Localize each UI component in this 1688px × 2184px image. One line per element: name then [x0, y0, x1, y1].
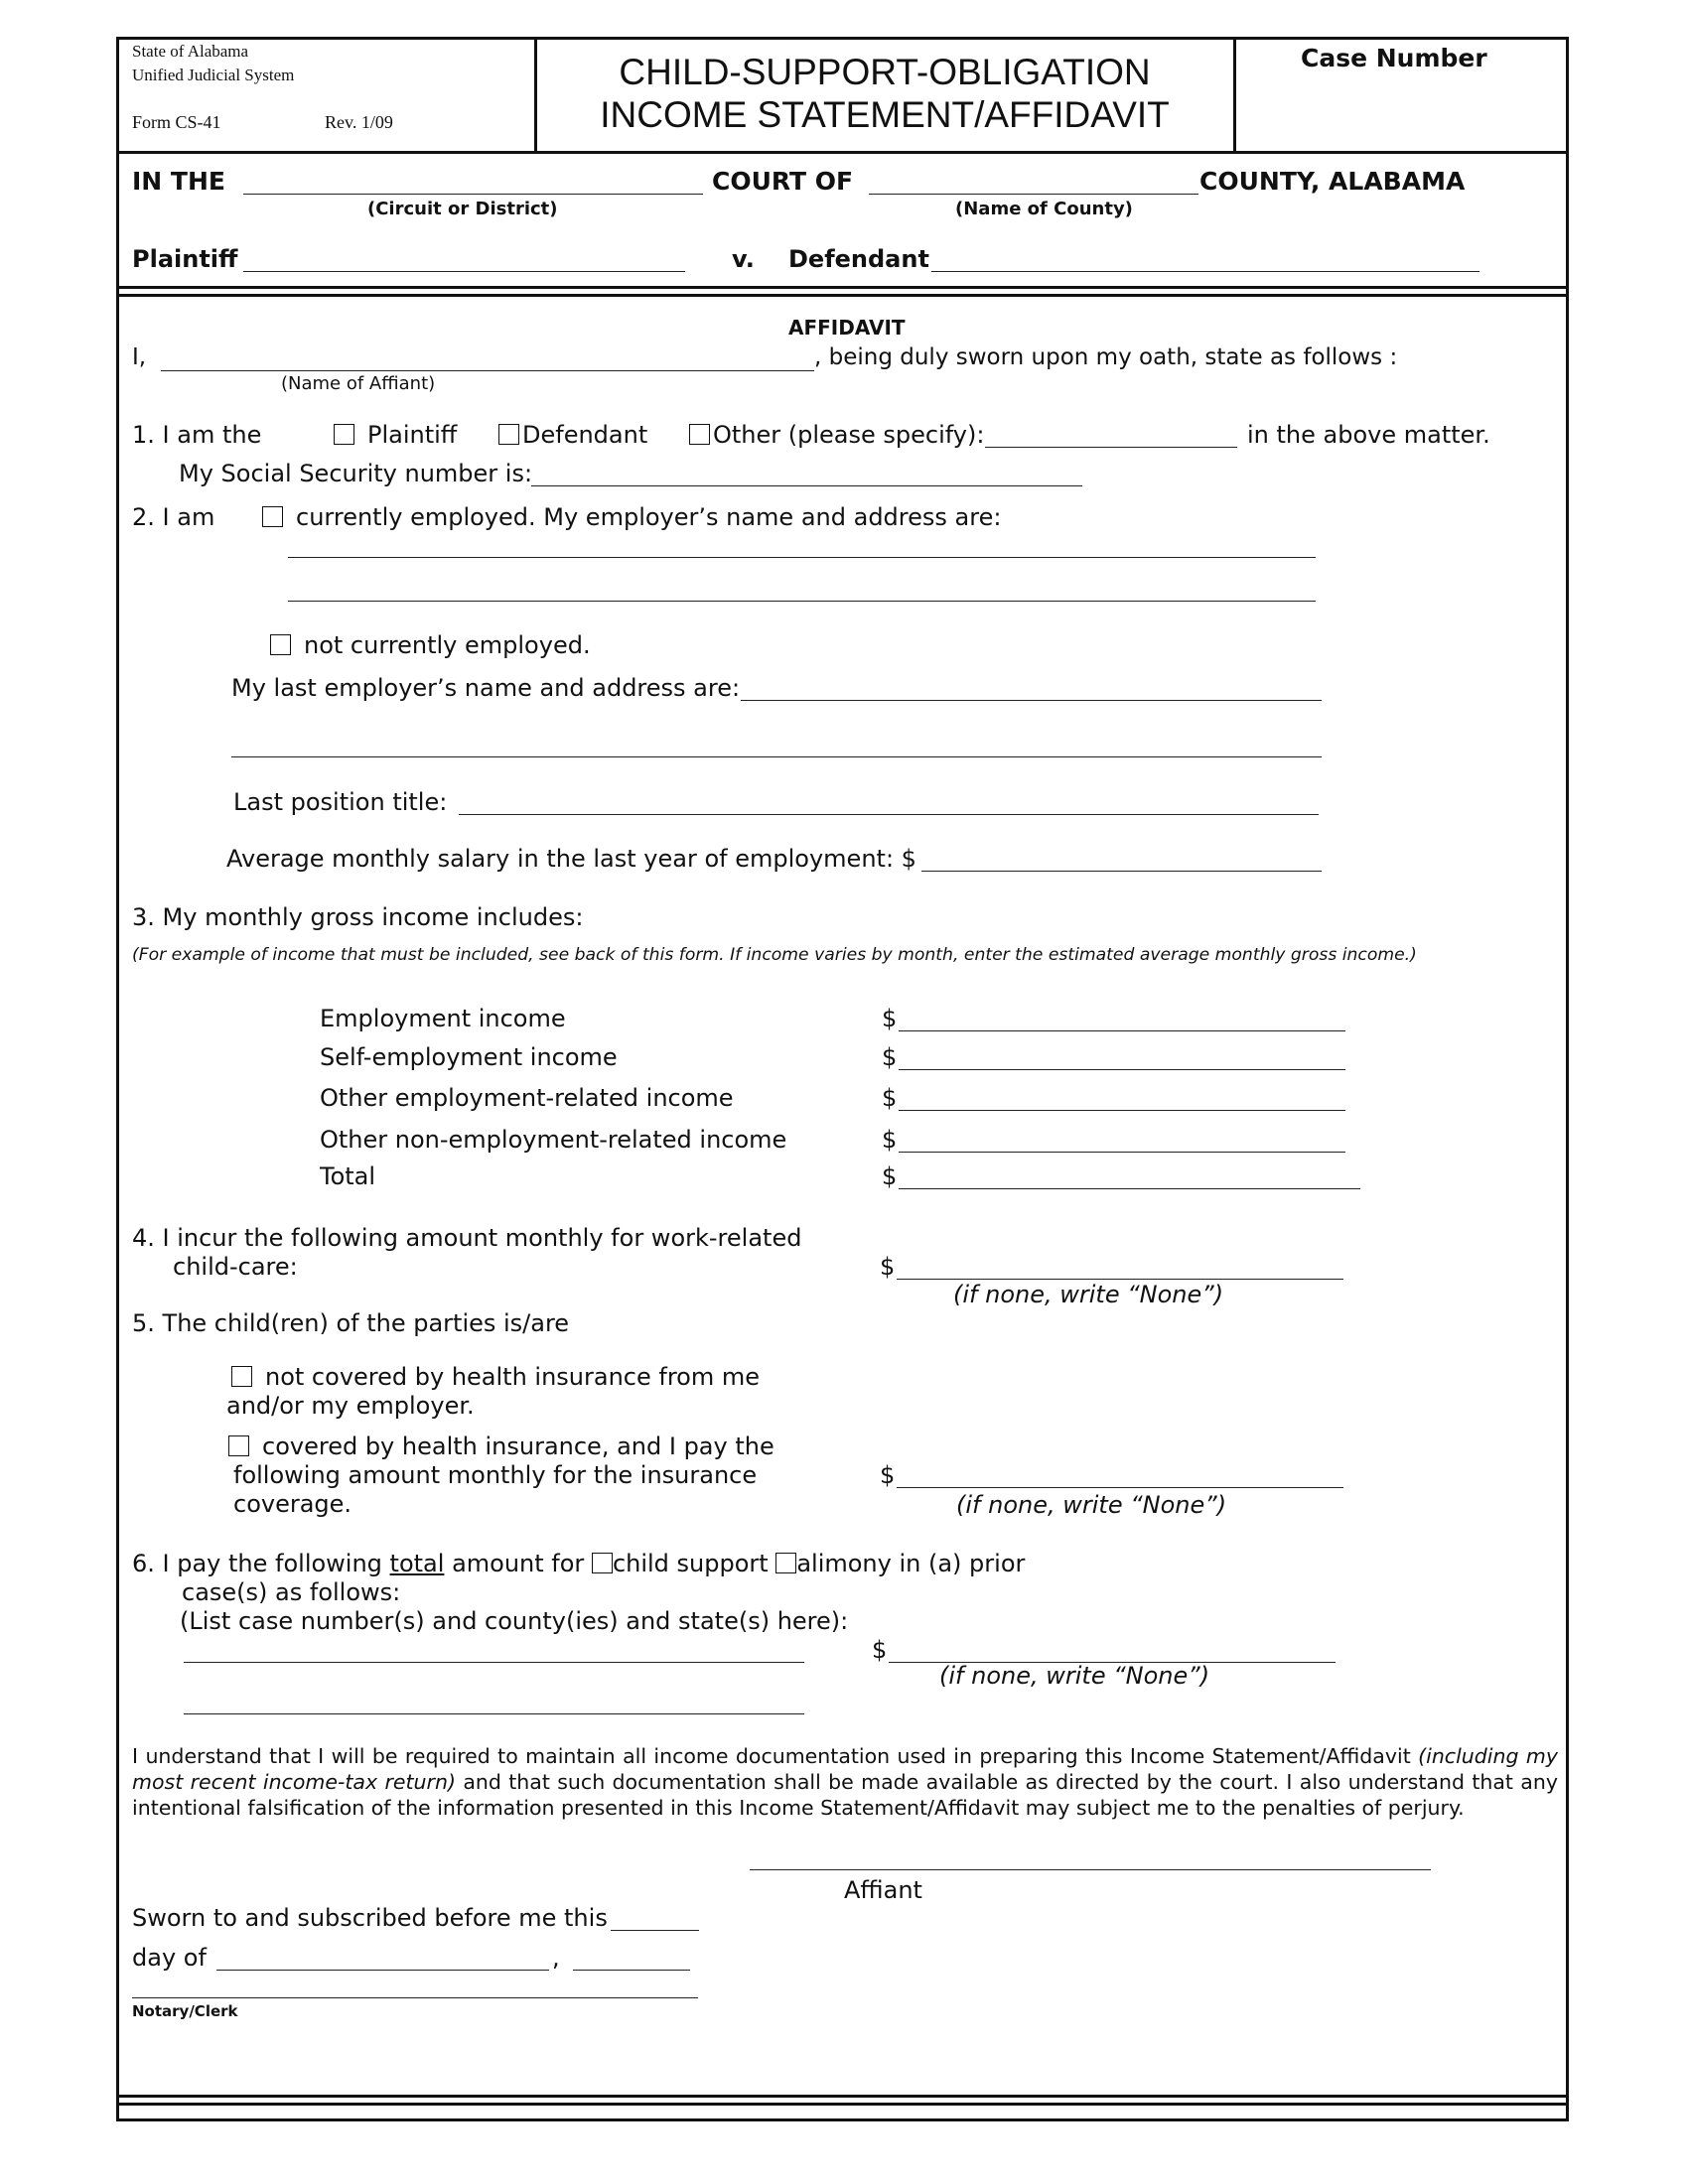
- sworn-month-field[interactable]: [216, 1970, 549, 1971]
- affiant-i-label: I,: [132, 344, 147, 370]
- header-bottom-rule: [119, 151, 1566, 154]
- ssn-label: My Social Security number is:: [179, 460, 533, 487]
- other-option-label: Other (please specify):: [713, 421, 985, 449]
- revision: Rev. 1/09: [325, 112, 393, 132]
- item3-heading: 3. My monthly gross income includes:: [132, 903, 584, 931]
- defendant-field[interactable]: [931, 271, 1479, 272]
- item5-heading: 5. The child(ren) of the parties is/are: [132, 1309, 570, 1337]
- income-row-self-employment-label: Self-employment income: [320, 1043, 618, 1071]
- in-the-label: IN THE: [132, 167, 225, 196]
- defendant-checkbox[interactable]: [498, 424, 519, 445]
- plaintiff-checkbox[interactable]: [334, 424, 354, 445]
- income-row-non-employment-field[interactable]: [899, 1152, 1345, 1153]
- plaintiff-field[interactable]: [243, 271, 685, 272]
- item1-suffix: in the above matter.: [1247, 421, 1490, 449]
- employer-address-line-2[interactable]: [288, 601, 1316, 602]
- item6-line2: case(s) as follows:: [182, 1578, 401, 1606]
- understanding-statement: [132, 1743, 1558, 1821]
- item4-line2: child-care:: [173, 1253, 298, 1281]
- item6-currency: $: [872, 1636, 888, 1664]
- income-row-self-employment-field[interactable]: [899, 1069, 1345, 1070]
- circuit-hint: (Circuit or District): [367, 199, 558, 219]
- affiant-label: Affiant: [844, 1876, 922, 1904]
- covered-checkbox[interactable]: [228, 1435, 249, 1456]
- item4-line1: 4. I incur the following amount monthly for work-related: [132, 1224, 802, 1252]
- avg-salary-label: Average monthly salary in the last year of employment: $: [226, 845, 916, 873]
- defendant-option-label: Defendant: [522, 421, 648, 449]
- item6-none-hint: (if none, write “None”): [939, 1662, 1210, 1690]
- income-row-employment-label: Employment income: [320, 1005, 566, 1032]
- county-alabama-label: COUNTY, ALABAMA: [1199, 167, 1466, 196]
- notary-label: Notary/Clerk: [132, 2002, 238, 2020]
- employer-address-line-1[interactable]: [288, 557, 1316, 558]
- court-type-field[interactable]: [243, 194, 703, 195]
- prior-case-field-2[interactable]: [184, 1713, 804, 1714]
- item6-line3: (List case number(s) and county(ies) and state(s) here):: [180, 1607, 849, 1635]
- other-specify-field[interactable]: [985, 447, 1237, 448]
- affiant-hint: (Name of Affiant): [281, 373, 436, 394]
- covered-line2: following amount monthly for the insurance: [233, 1461, 758, 1489]
- last-employer-field-2[interactable]: [231, 756, 1322, 757]
- item3-note: (For example of income that must be included, see back of this form. If income varies by month, enter the estimated average monthly gross income.): [132, 945, 1417, 965]
- sworn-label: Sworn to and subscribed before me this: [132, 1904, 608, 1932]
- income-row-other-employment-field[interactable]: [899, 1110, 1345, 1111]
- plaintiff-label: Plaintiff: [132, 245, 238, 273]
- employed-checkbox[interactable]: [262, 506, 283, 527]
- alimony-checkbox[interactable]: [775, 1553, 796, 1573]
- income-row-total-currency: $: [882, 1162, 898, 1190]
- not-covered-line2: and/or my employer.: [226, 1392, 475, 1420]
- court-section-rule-1: [119, 286, 1566, 289]
- income-row-employment-field[interactable]: [899, 1030, 1345, 1031]
- form-number: Form CS-41: [132, 112, 221, 132]
- income-row-total-field[interactable]: [899, 1188, 1360, 1189]
- income-row-total-label: Total: [320, 1162, 376, 1190]
- income-row-non-employment-currency: $: [882, 1126, 898, 1154]
- statement-italic: (including my most recent income-tax return): [132, 1744, 1558, 1794]
- item5-none-hint: (if none, write “None”): [956, 1491, 1227, 1519]
- item4-none-hint: (if none, write “None”): [953, 1281, 1224, 1308]
- income-row-self-employment-currency: $: [882, 1043, 898, 1071]
- last-employer-field[interactable]: [741, 700, 1322, 701]
- versus-label: v.: [732, 245, 755, 273]
- item4-currency: $: [880, 1253, 896, 1281]
- item5-currency: $: [880, 1461, 896, 1489]
- avg-salary-field[interactable]: [921, 871, 1322, 872]
- income-row-other-employment-label: Other employment-related income: [320, 1084, 734, 1112]
- affidavit-heading: AFFIDAVIT: [788, 316, 906, 340]
- form-title-line2: INCOME STATEMENT/AFFIDAVIT: [600, 94, 1170, 135]
- notary-signature-line[interactable]: [132, 1997, 698, 1998]
- sworn-year-field[interactable]: [573, 1970, 690, 1971]
- item6-prefix: 6. I pay the following: [132, 1550, 390, 1577]
- child-support-label: child support: [612, 1550, 776, 1577]
- defendant-label: Defendant: [788, 245, 929, 273]
- last-employer-label: My last employer’s name and address are:: [231, 674, 741, 702]
- last-position-label: Last position title:: [233, 788, 448, 816]
- alimony-label: alimony in (a) prior: [796, 1550, 1026, 1577]
- sworn-day-field[interactable]: [611, 1930, 699, 1931]
- footer-rule-2: [119, 2103, 1566, 2106]
- case-number-label: Case Number: [1301, 44, 1487, 72]
- other-checkbox[interactable]: [689, 424, 710, 445]
- income-row-non-employment-label: Other non-employment-related income: [320, 1126, 787, 1154]
- prior-case-field-1[interactable]: [184, 1662, 804, 1663]
- item6-total: total: [389, 1550, 445, 1577]
- day-of-label: day of: [132, 1944, 207, 1972]
- not-covered-line1: not covered by health insurance from me: [265, 1363, 761, 1391]
- system-label: Unified Judicial System: [132, 66, 295, 84]
- covered-line3: coverage.: [233, 1490, 352, 1518]
- court-of-label: COURT OF: [712, 167, 854, 196]
- item2-prefix: 2. I am: [132, 503, 215, 531]
- childcare-amount-field[interactable]: [897, 1279, 1343, 1280]
- not-covered-checkbox[interactable]: [231, 1366, 252, 1387]
- item1-prefix: 1. I am the: [132, 421, 262, 449]
- not-employed-label: not currently employed.: [304, 631, 591, 659]
- employed-label: currently employed. My employer’s name and address are:: [296, 503, 1002, 531]
- county-hint: (Name of County): [955, 199, 1133, 219]
- affiant-name-field[interactable]: [161, 370, 814, 371]
- item6-amount-for: amount for: [444, 1550, 592, 1577]
- last-position-field[interactable]: [459, 814, 1319, 815]
- statement-part1: I understand that I will be required to maintain all income documentation used in preparing this Income Statement/Affidavit: [132, 1744, 1419, 1768]
- income-row-employment-currency: $: [882, 1005, 898, 1032]
- county-field[interactable]: [869, 194, 1198, 195]
- insurance-amount-field[interactable]: [897, 1487, 1343, 1488]
- footer-rule-1: [119, 2095, 1566, 2098]
- not-employed-checkbox[interactable]: [270, 634, 291, 655]
- affiant-signature-line[interactable]: [750, 1869, 1431, 1870]
- ssn-field[interactable]: [531, 485, 1082, 486]
- form-title-line1: CHILD-SUPPORT-OBLIGATION: [619, 52, 1151, 92]
- statement-part2: and that such documentation shall be made available as directed by the court. I also understand that any intentional falsification of the information presented in this Income Statement/Affidavit may subject me to the penalties of perjury.: [132, 1770, 1558, 1820]
- date-comma: ,: [552, 1944, 560, 1972]
- child-support-checkbox[interactable]: [592, 1553, 613, 1573]
- sworn-text: , being duly sworn upon my oath, state as follows :: [814, 344, 1398, 370]
- plaintiff-option-label: Plaintiff: [367, 421, 458, 449]
- header-divider-right: [1233, 37, 1236, 152]
- state-label: State of Alabama: [132, 42, 249, 61]
- court-section-rule-2: [119, 294, 1566, 297]
- income-row-other-employment-currency: $: [882, 1084, 898, 1112]
- item6-line1: [132, 1550, 1025, 1577]
- covered-line1: covered by health insurance, and I pay the: [262, 1433, 774, 1460]
